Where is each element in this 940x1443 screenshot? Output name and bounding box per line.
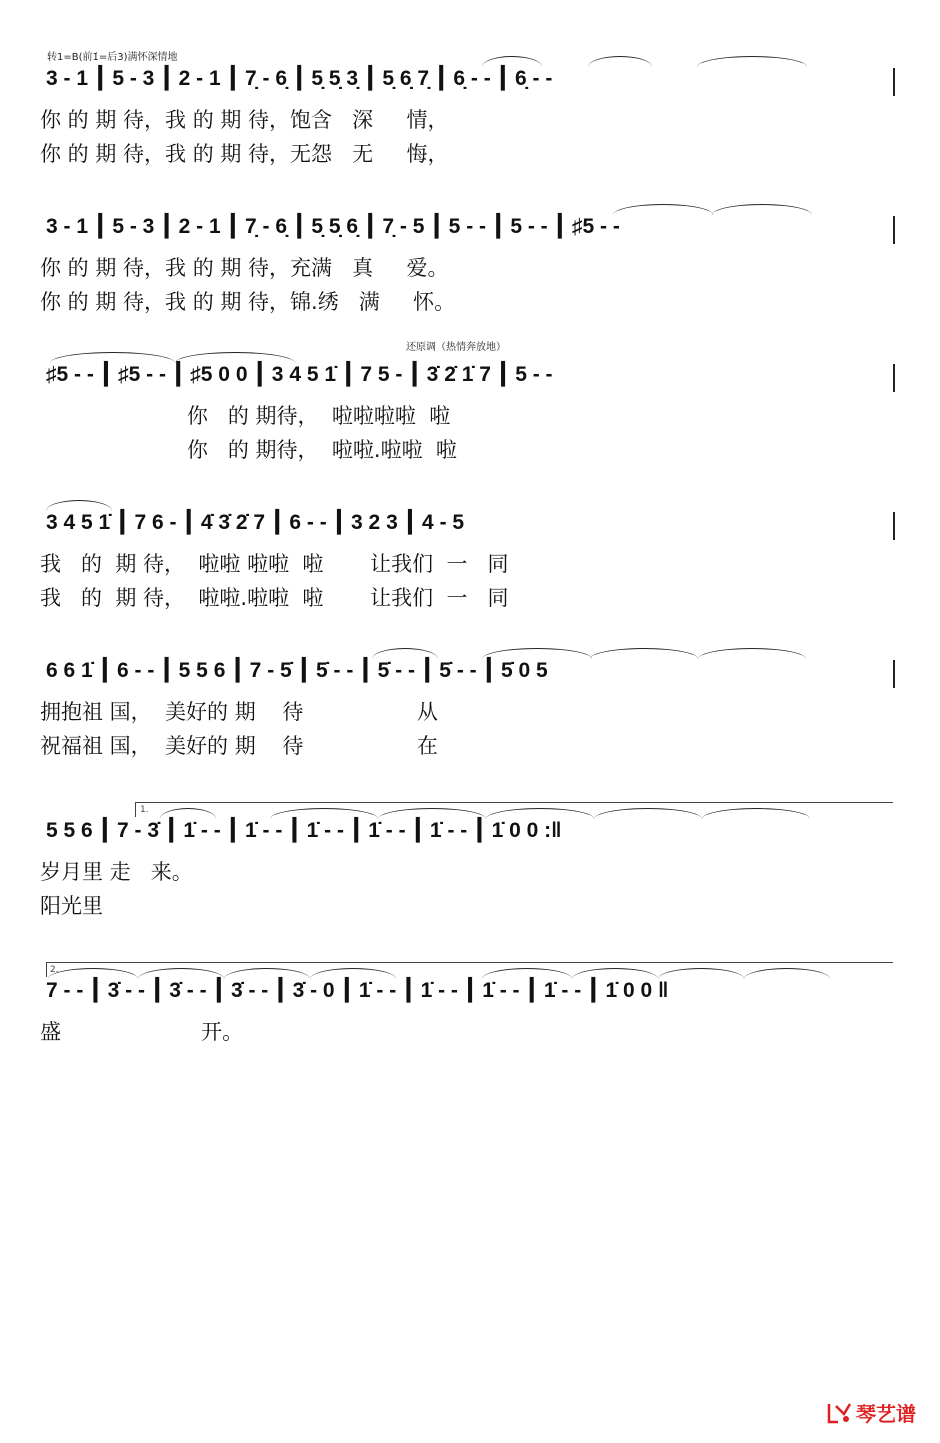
return-key-annotation: 还原调（热情奔放地） — [406, 342, 506, 353]
lyric-verse-1: 岁月里 走 来。 — [40, 860, 193, 884]
first-ending-number: 1. — [140, 805, 149, 815]
barline — [893, 68, 895, 96]
notes-line: 6 6 1̇ ┃ 6 - - ┃ 5 5 6 ┃ 7 - 5̇ ┃ 5̇ - - ┃ 5̇ - - ┃ 5̇ - - ┃ 5̇ 0 5 — [46, 659, 548, 682]
logo-icon — [826, 1402, 852, 1424]
tie — [590, 648, 698, 659]
notes-line: 7 - - ┃ 3̇ - - ┃ 3̇ - - ┃ 3̇ - - ┃ 3̇ - 0 ┃ 1̇ - - ┃ 1̇ - - ┃ 1̇ - - ┃ 1̇ - - ┃ 1̇ 0 0 ‖ — [46, 979, 669, 1002]
barline — [893, 364, 895, 392]
notes-line: 3 - 1 ┃ 5 - 3 ┃ 2 - 1 ┃ 7̣ - 6̣ ┃ 5̣ 5̣ 3̣ ┃ 5̣ 6̣ 7̣ ┃ 6̣ - - ┃ 6̣ - - — [46, 67, 553, 90]
tie — [712, 204, 812, 215]
lyric-verse-2: 阳光里 — [40, 894, 103, 918]
lyric-verse-2: 我 的 期 待， 啦啦.啦啦 啦 让我们 一 同 — [40, 586, 509, 610]
lyric-verse-2: 你 的 期 待，我 的 期 待，无怨 无 悔， — [40, 142, 449, 166]
slur — [46, 500, 112, 511]
notes-line: 5 5 6 ┃ 7 - 3̇ ┃ 1̇ - - ┃ 1̇ - - ┃ 1̇ - - ┃ 1̇ - - ┃ 1̇ - - ┃ 1̇ 0 0 :‖ — [46, 819, 562, 842]
barline — [893, 660, 895, 688]
watermark-logo — [826, 1398, 916, 1427]
lyric-verse-2: 祝福祖 国， 美好的 期 待 在 — [40, 734, 438, 758]
tie — [175, 352, 295, 363]
lyric-verse-1: 拥抱祖 国， 美好的 期 待 从 — [40, 700, 438, 724]
lyric-verse-1: 我 的 期 待， 啦啦 啦啦 啦 让我们 一 同 — [40, 552, 509, 576]
notes-line: ♯5 - - ┃ ♯5 - - ┃ ♯5 0 0 ┃ 3 4 5 1̇ ┃ 7 5 - ┃ 3̇ 2̇ 1̇ 7 ┃ 5 - - — [46, 363, 553, 386]
lyric-verse-1: 你 的 期 待，我 的 期 待，饱含 深 情， — [40, 108, 449, 132]
tie — [50, 352, 175, 363]
lyric-verse-1: 你 的 期待， 啦啦啦啦 啦 — [40, 404, 451, 428]
second-ending-number: 2. — [50, 965, 59, 975]
slur — [372, 648, 438, 659]
lyric-verse-2: 你 的 期待， 啦啦.啦啦 啦 — [40, 438, 457, 462]
slur — [588, 56, 652, 67]
notes-line: 3 - 1 ┃ 5 - 3 ┃ 2 - 1 ┃ 7̣ - 6̣ ┃ 5̣ 5̣ 6̣ ┃ 7̣ - 5 ┃ 5 - - ┃ 5 - - ┃ ♯5 - - — [46, 215, 620, 238]
barline — [893, 216, 895, 244]
lyric-verse-1: 你 的 期 待，我 的 期 待，充满 真 爱。 — [40, 256, 449, 280]
tie — [698, 648, 806, 659]
watermark-text: 琴艺谱 — [856, 1402, 916, 1426]
lyric-verse-1: 盛 开。 — [40, 1020, 244, 1044]
lyric-verse-2: 你 的 期 待，我 的 期 待，锦.绣 满 怀。 — [40, 290, 456, 314]
barline — [893, 512, 895, 540]
notes-line: 3 4 5 1̇ ┃ 7 6 - ┃ 4̇ 3̇ 2̇ 7 ┃ 6 - - ┃ 3 2 3 ┃ 4 - 5 — [46, 511, 465, 534]
tie — [482, 648, 592, 659]
tie — [697, 56, 807, 67]
tie — [613, 204, 713, 215]
slur — [482, 56, 542, 67]
key-change-annotation: 转1=B(前1̇=后3)满怀深情地 — [47, 52, 178, 63]
